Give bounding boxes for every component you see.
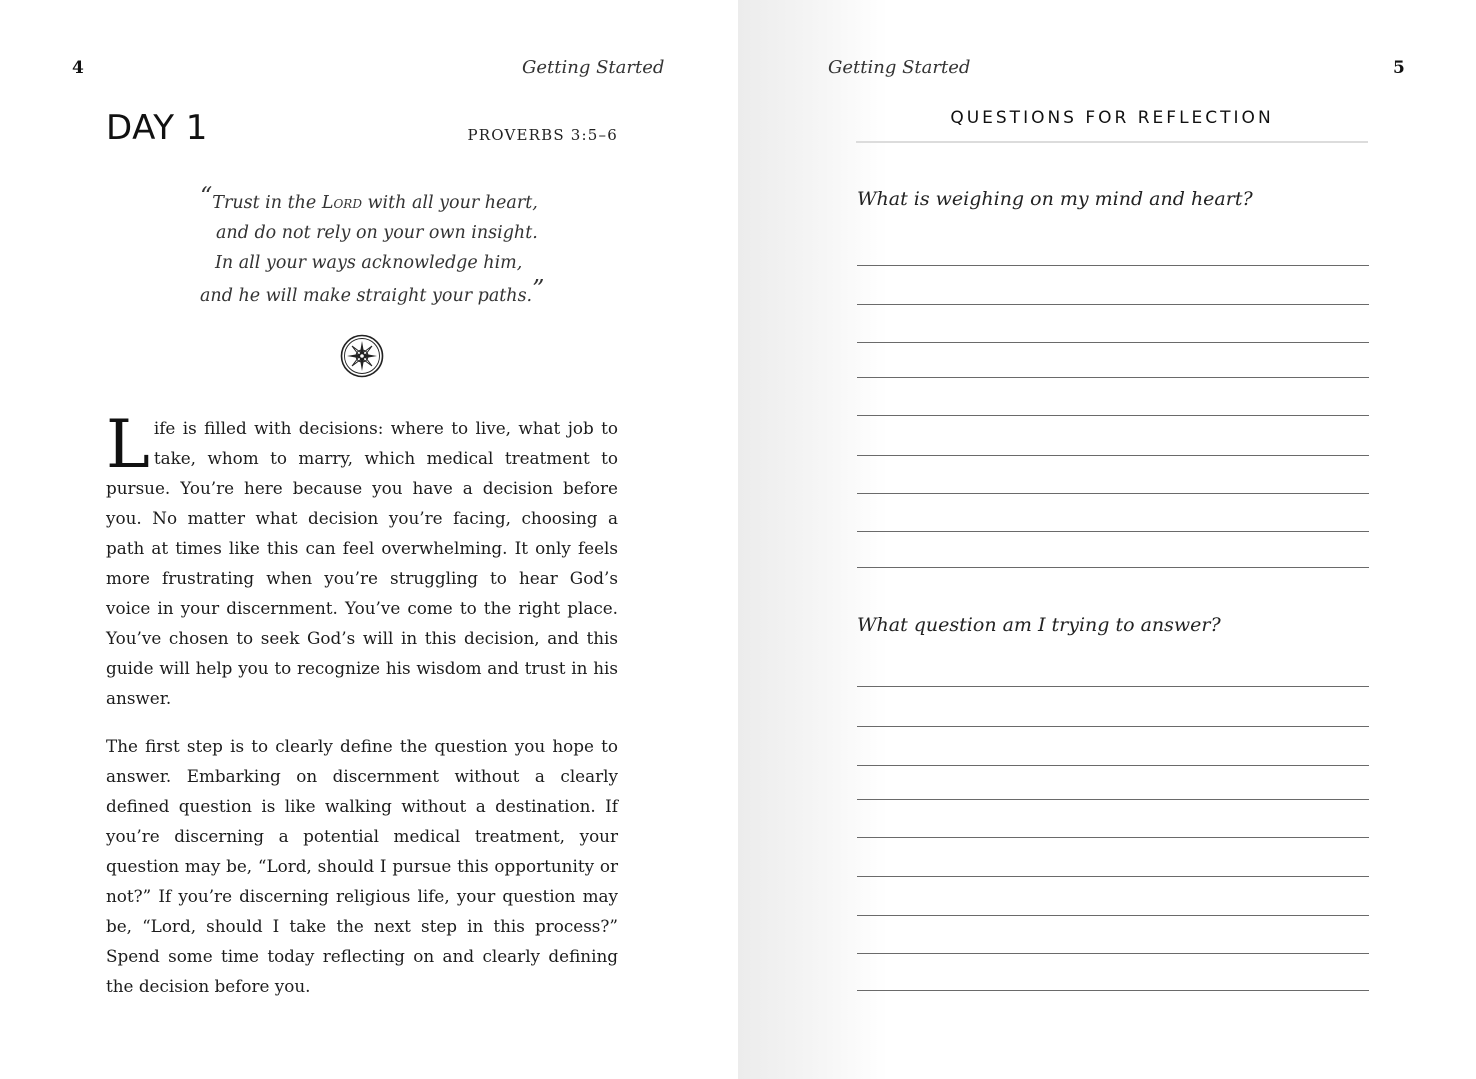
reflection-question-2: What question am I trying to answer? — [857, 614, 1221, 636]
answer-line[interactable] — [857, 377, 1369, 378]
quote-line-3: In all your ways acknowledge him, — [215, 253, 523, 273]
answer-line[interactable] — [857, 342, 1369, 343]
right-page — [738, 0, 1476, 1079]
running-head: Getting Started — [828, 57, 971, 78]
lord-small-caps: Lord — [321, 193, 362, 213]
paragraph-text: ife is filled with decisions: where to live, what job to take, whom to marry, which medical treatment to pursue. You’re here because you have a decision before you. No matter what decision you’re facing, choosing a path at times like this can feel overwhelming. It only feels more frustrating when you’re struggling to hear God’s voice in your discernment. You’ve come to the right place. You’ve chosen to seek God’s will in this decision, and this guide will help you to recognize his wisdom and trust in his answer. — [106, 418, 618, 708]
answer-line[interactable] — [857, 567, 1369, 568]
drop-cap: L — [106, 406, 150, 483]
scripture-reference: PROVERBS 3:5–6 — [467, 126, 618, 144]
answer-line[interactable] — [857, 304, 1369, 305]
quote-line-4 — [200, 275, 560, 311]
answer-line[interactable] — [857, 799, 1369, 800]
answer-line[interactable] — [857, 455, 1369, 456]
quote-text: with all your heart, — [361, 193, 538, 213]
quote-line-2: and do not rely on your own insight. — [216, 223, 538, 243]
close-quote-mark: ” — [532, 275, 545, 303]
answer-line[interactable] — [857, 990, 1369, 991]
body-paragraph-2: The first step is to clearly define the question you hope to answer. Embarking on discernment without a clearly defined question is like walking without a destination. If you’re discerning a potential medical treatment, your question may be, “Lord, should I pursue this opportunity or not?” If you’re discerning religious life, your question may be, “Lord, should I take the next step in this process?” Spend some time today reflecting on and clearly defining the decision before you. — [106, 736, 618, 996]
answer-line[interactable] — [857, 415, 1369, 416]
reflection-question-1: What is weighing on my mind and heart? — [857, 188, 1253, 210]
answer-line[interactable] — [857, 686, 1369, 687]
running-head: Getting Started — [522, 57, 665, 78]
answer-line[interactable] — [857, 765, 1369, 766]
quote-line-1 — [200, 182, 560, 218]
answer-line[interactable] — [857, 493, 1369, 494]
quote-text: Trust in the — [212, 193, 322, 213]
page-number: 5 — [1393, 58, 1405, 78]
answer-line[interactable] — [857, 531, 1369, 532]
answer-line[interactable] — [857, 953, 1369, 954]
quote-text: and he will make straight your paths. — [200, 286, 533, 306]
scripture-quote — [200, 182, 560, 311]
open-quote-mark: “ — [200, 182, 213, 210]
answer-line[interactable] — [857, 915, 1369, 916]
compass-rose-icon — [340, 334, 384, 378]
day-title: DAY 1 — [106, 108, 208, 148]
body-paragraph-1 — [106, 406, 618, 713]
answer-line[interactable] — [857, 265, 1369, 266]
section-divider — [856, 141, 1368, 143]
section-title: QUESTIONS FOR REFLECTION — [950, 108, 1274, 128]
answer-line[interactable] — [857, 837, 1369, 838]
page-number: 4 — [72, 58, 84, 78]
answer-line[interactable] — [857, 726, 1369, 727]
answer-line[interactable] — [857, 876, 1369, 877]
